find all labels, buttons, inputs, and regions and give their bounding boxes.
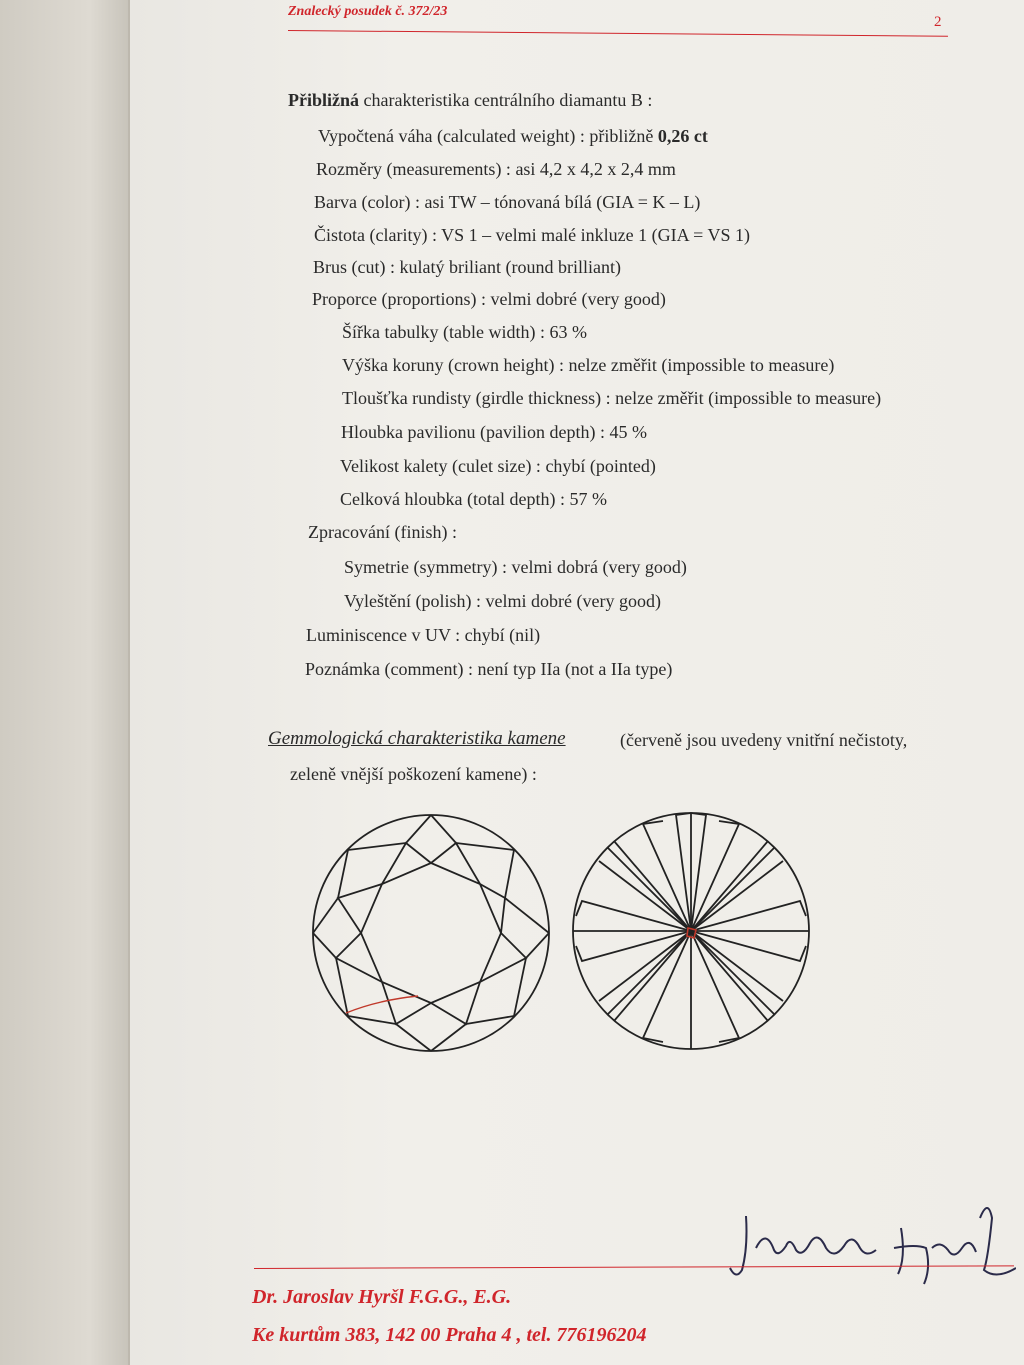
row-value: chybí (pointed) xyxy=(545,456,656,476)
row-value: přibližně xyxy=(589,126,658,146)
row-girdle-thickness xyxy=(342,388,881,409)
handwritten-signature xyxy=(726,1188,1016,1288)
row-value: 63 % xyxy=(549,322,587,342)
row-finish xyxy=(308,522,457,543)
gemmology-title: Gemmologická charakteristika kamene xyxy=(268,728,566,749)
row-label: Rozměry (measurements) : xyxy=(316,159,511,179)
row-value: asi TW – tónovaná bílá (GIA = K – L) xyxy=(424,192,701,212)
row-label: Tloušťka rundisty (girdle thickness) : xyxy=(342,388,611,408)
row-luminescence xyxy=(306,625,540,646)
row-proportions xyxy=(312,289,666,310)
row-value: velmi dobrá (very good) xyxy=(511,557,687,577)
row-measurements xyxy=(316,159,676,180)
row-label: Luminiscence v UV : xyxy=(306,625,461,645)
row-value: 57 % xyxy=(569,489,607,509)
row-polish xyxy=(344,591,661,612)
row-comment xyxy=(305,659,672,680)
row-label: Brus (cut) : xyxy=(313,257,395,277)
row-cut xyxy=(313,257,621,278)
diamond-crown-view-icon xyxy=(308,808,554,1058)
row-pavilion-depth xyxy=(341,422,647,443)
section-heading-rest: charakteristika centrálního diamantu B : xyxy=(359,90,653,110)
row-label: Symetrie (symmetry) : xyxy=(344,557,507,577)
row-label: Šířka tabulky (table width) : xyxy=(342,322,545,342)
row-clarity xyxy=(314,225,750,246)
row-label: Proporce (proportions) : xyxy=(312,289,486,309)
diamond-pavilion-view-icon xyxy=(568,806,814,1056)
row-label: Vyleštění (polish) : xyxy=(344,591,481,611)
binder-spine xyxy=(0,0,128,1365)
page-number: 2 xyxy=(934,14,942,30)
row-value: nelze změřit (impossible to measure) xyxy=(615,388,882,408)
row-crown-height xyxy=(342,355,834,376)
row-value: chybí (nil) xyxy=(464,625,541,645)
row-label: Poznámka (comment) : xyxy=(305,659,473,679)
row-total-depth xyxy=(340,489,607,510)
row-label: Celková hloubka (total depth) : xyxy=(340,489,565,509)
row-value-bold: 0,26 ct xyxy=(657,126,708,146)
section-heading xyxy=(288,90,652,111)
section-heading-bold: Přibližná xyxy=(288,90,359,110)
row-symmetry xyxy=(344,557,687,578)
row-label: Hloubka pavilionu (pavilion depth) : xyxy=(341,422,605,442)
row-label: Čistota (clarity) : xyxy=(314,225,437,245)
row-color xyxy=(314,192,700,213)
row-value: asi 4,2 x 4,2 x 2,4 mm xyxy=(515,159,676,179)
row-value: nelze změřit (impossible to measure) xyxy=(568,355,835,375)
row-label: Vypočtená váha (calculated weight) : xyxy=(318,126,585,146)
row-label: Zpracování (finish) : xyxy=(308,522,457,542)
row-label: Výška koruny (crown height) : xyxy=(342,355,564,375)
footer-address: Ke kurtům 383, 142 00 Praha 4 , tel. 776196204 xyxy=(252,1324,647,1346)
gemmology-note-line1: (červeně jsou uvedeny vnitřní nečistoty, xyxy=(620,730,908,750)
row-table-width xyxy=(342,322,587,343)
row-label: Velikost kalety (culet size) : xyxy=(340,456,541,476)
row-value: VS 1 – velmi malé inkluze 1 (GIA = VS 1) xyxy=(441,225,750,245)
row-value: velmi dobré (very good) xyxy=(485,591,661,611)
row-culet-size xyxy=(340,456,656,477)
row-weight xyxy=(318,126,708,147)
row-value: 45 % xyxy=(609,422,647,442)
row-value: není typ IIa (not a IIa type) xyxy=(477,659,673,679)
row-value: velmi dobré (very good) xyxy=(490,289,666,309)
row-label: Barva (color) : xyxy=(314,192,420,212)
row-value: kulatý briliant (round brilliant) xyxy=(399,257,621,277)
gemmology-note-line2: zeleně vnější poškození kamene) : xyxy=(290,764,537,784)
footer-name: Dr. Jaroslav Hyršl F.G.G., E.G. xyxy=(252,1286,512,1308)
header-title: Znalecký posudek č. 372/23 xyxy=(288,4,448,19)
